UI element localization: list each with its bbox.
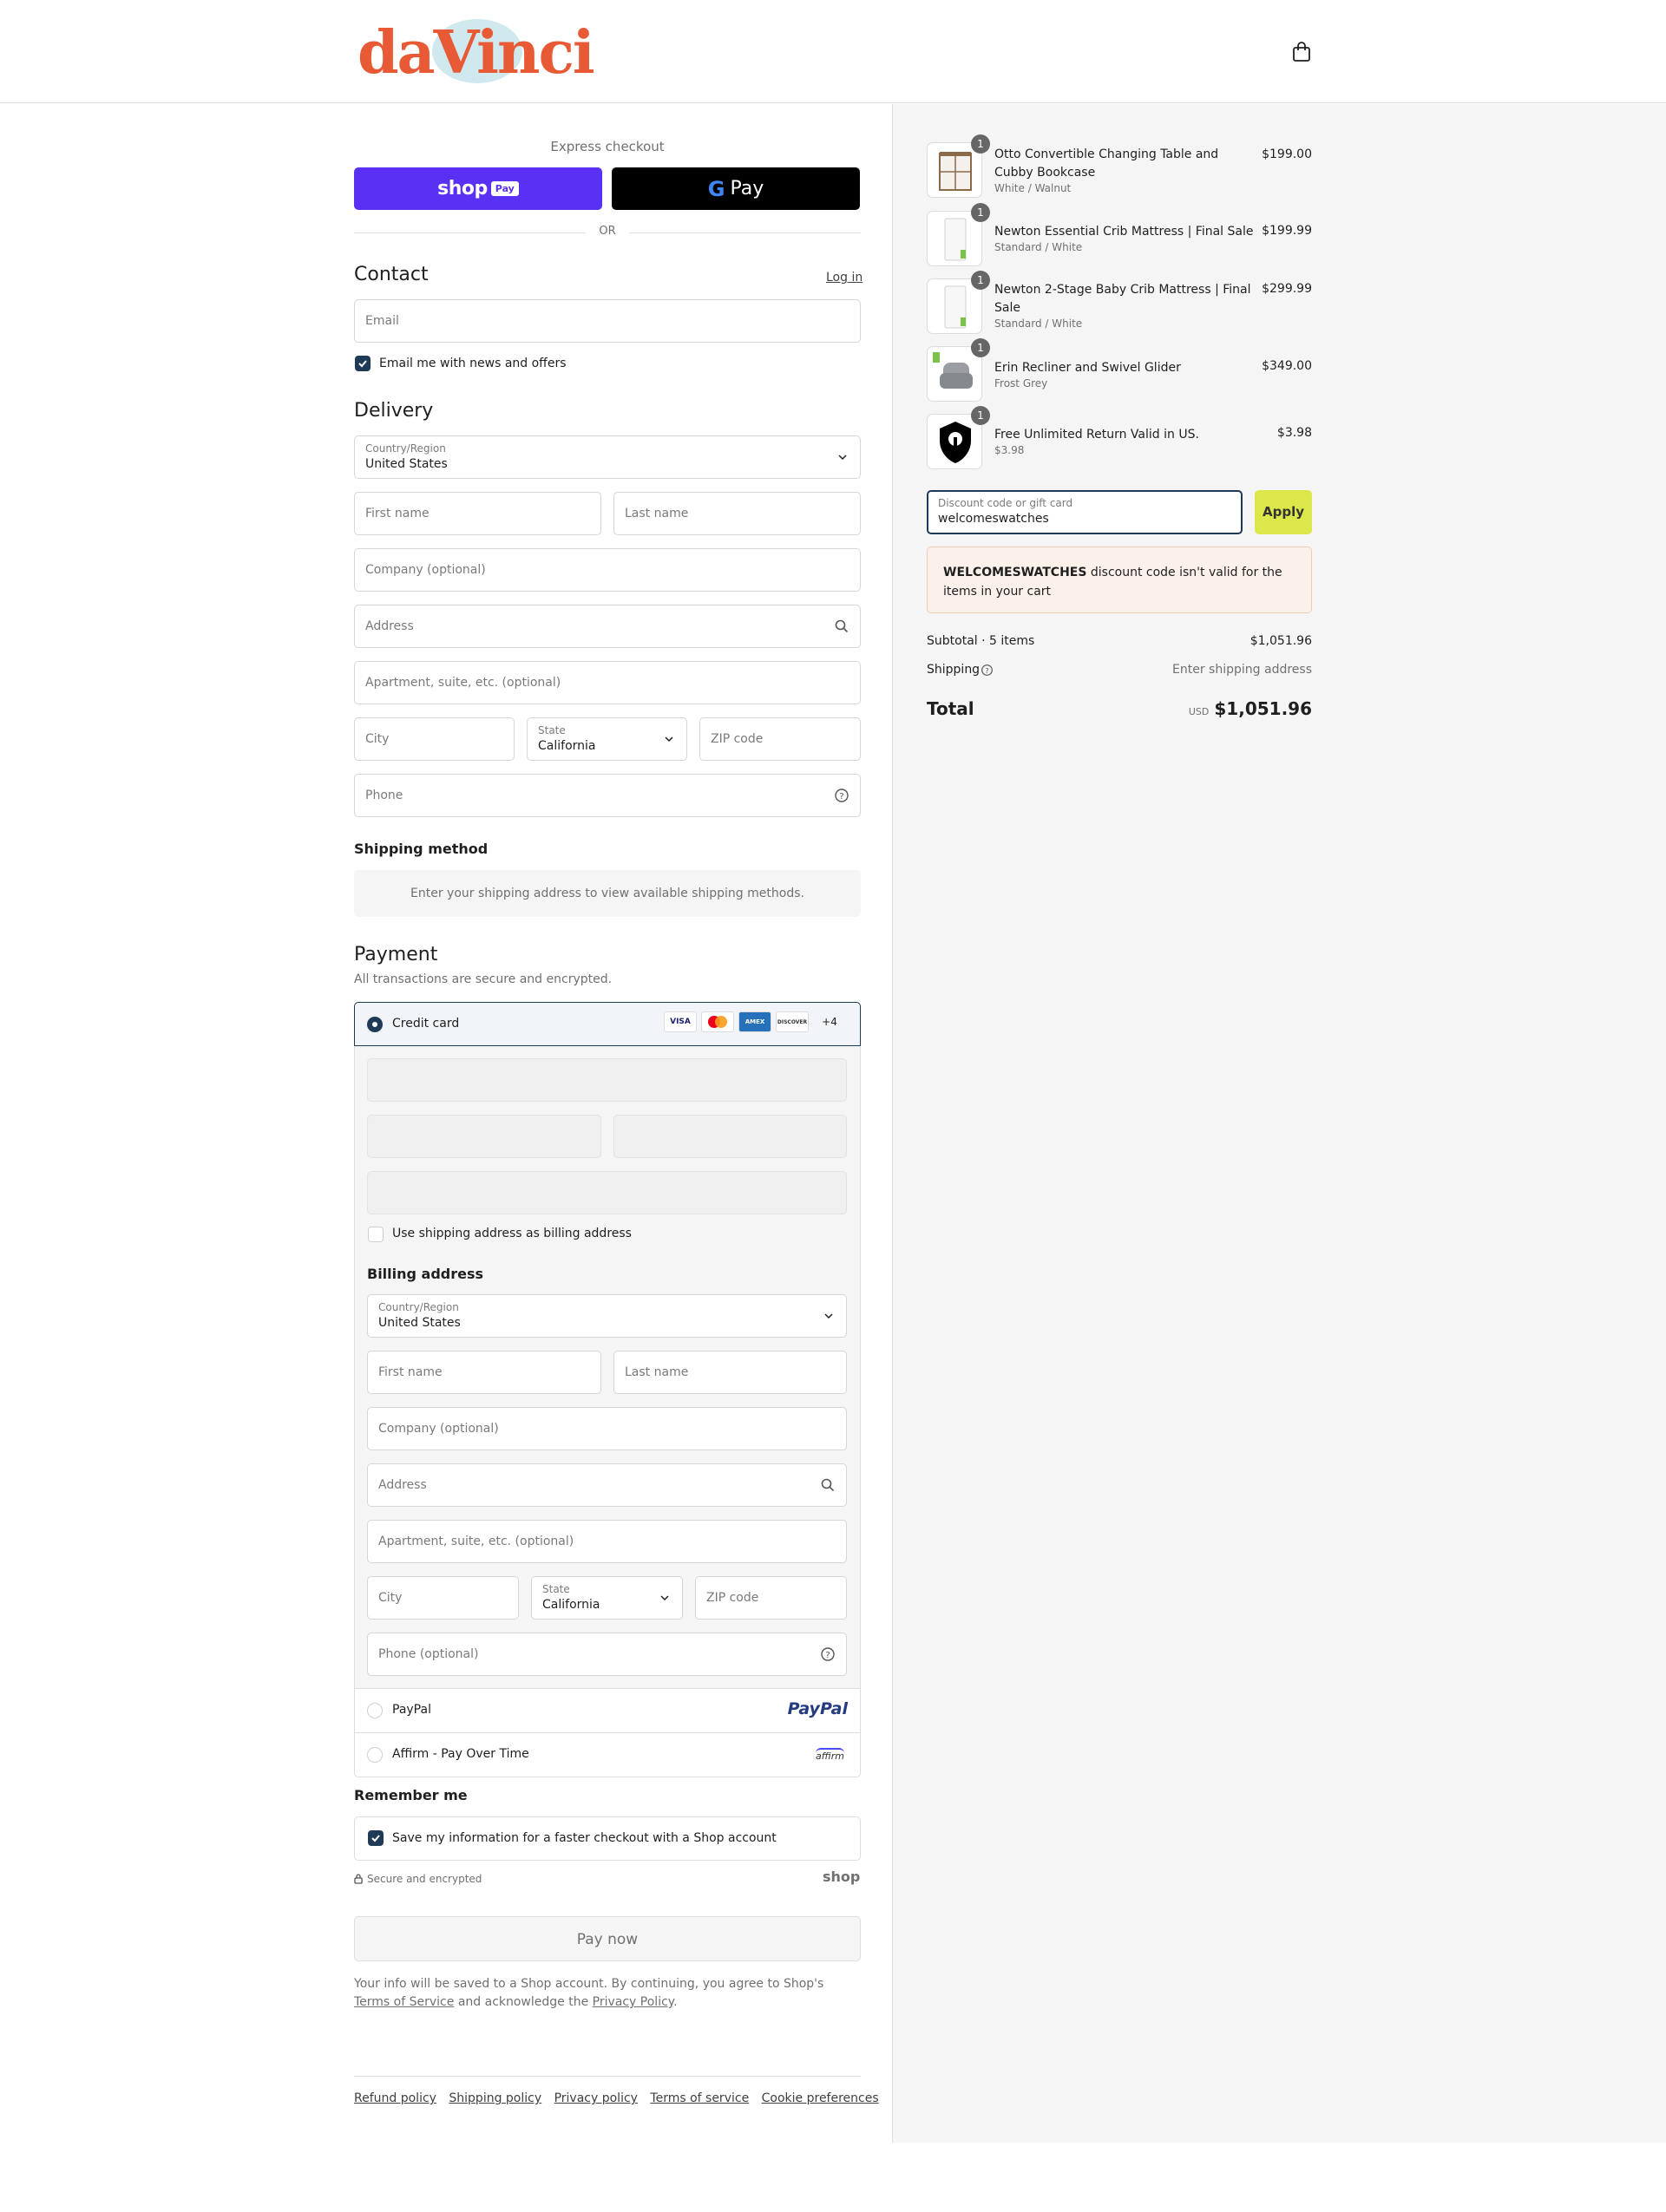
more-cards-badge: +4 <box>822 1016 837 1028</box>
state-value: California <box>538 739 596 753</box>
shipping-label: Shipping <box>927 663 981 677</box>
footer-privacy-policy[interactable]: Privacy policy <box>554 2091 638 2105</box>
item-variant: White / Walnut <box>994 182 1072 194</box>
quantity-badge: 1 <box>971 406 990 425</box>
product-thumbnail <box>927 138 984 198</box>
google-pay-button[interactable] <box>612 167 860 210</box>
save-info-label: Save my information for a faster checkout with a Shop account <box>392 1831 777 1845</box>
billing-country-select[interactable] <box>367 1294 847 1338</box>
shipping-method-title: Shipping method <box>354 841 489 857</box>
billing-state-select[interactable] <box>531 1576 683 1620</box>
shop-pay-button[interactable] <box>354 167 602 210</box>
currency-code: USD <box>1188 706 1210 717</box>
disclaimer-text: . <box>673 1995 678 2009</box>
check-icon <box>371 1833 381 1843</box>
billing-first-name-placeholder: First name <box>378 1365 443 1379</box>
country-select[interactable] <box>354 435 861 479</box>
news-checkbox[interactable] <box>355 356 371 371</box>
chevron-down-icon <box>823 1311 834 1321</box>
billing-company-field[interactable] <box>367 1407 847 1450</box>
visa-icon: VISA <box>664 1011 697 1032</box>
privacy-link[interactable]: Privacy Policy <box>592 1995 674 2009</box>
delivery-title: Delivery <box>354 400 434 422</box>
footer-divider <box>354 2076 861 2077</box>
product-thumbnail <box>927 342 984 402</box>
billing-apartment-placeholder: Apartment, suite, etc. (optional) <box>378 1535 574 1548</box>
svg-text:?: ? <box>839 792 844 802</box>
billing-city-field[interactable] <box>367 1576 519 1620</box>
item-price: $349.00 <box>1262 359 1312 373</box>
paypal-option[interactable] <box>355 1689 860 1732</box>
phone-placeholder: Phone <box>365 789 403 802</box>
pay-now-button[interactable]: Pay now <box>354 1916 861 1961</box>
billing-zip-placeholder: ZIP code <box>706 1591 759 1605</box>
google-pay-word: Pay <box>730 178 764 200</box>
email-field[interactable] <box>354 299 861 343</box>
zip-placeholder: ZIP code <box>711 732 764 746</box>
logo-text: daVinci <box>357 18 594 88</box>
company-field[interactable] <box>354 548 861 592</box>
discount-code-field[interactable] <box>927 490 1243 534</box>
state-label: State <box>538 724 566 736</box>
apply-button[interactable]: Apply <box>1255 490 1312 534</box>
svg-text:?: ? <box>825 1651 830 1660</box>
affirm-option[interactable] <box>355 1733 860 1777</box>
first-name-placeholder: First name <box>365 507 430 520</box>
news-label: Email me with news and offers <box>379 357 567 370</box>
item-name: Newton 2-Stage Baby Crib Mattress | Final Sale <box>994 283 1251 315</box>
footer-cookie-preferences[interactable]: Cookie preferences <box>761 2091 879 2105</box>
or-text: OR <box>586 225 629 238</box>
affirm-logo-icon: affirm <box>816 1748 844 1762</box>
disclaimer <box>354 1975 861 2012</box>
credit-card-radio[interactable] <box>367 1017 383 1032</box>
affirm-radio[interactable] <box>367 1747 383 1763</box>
error-code: WELCOMESWATCHES <box>943 566 1087 579</box>
apartment-field[interactable] <box>354 661 861 704</box>
login-link[interactable]: Log in <box>826 271 863 285</box>
item-variant: Standard / White <box>994 241 1083 253</box>
billing-apartment-field[interactable] <box>367 1520 847 1563</box>
subtotal-label: Subtotal · 5 items <box>927 634 1035 648</box>
credit-card-label: Credit card <box>392 1017 460 1031</box>
item-name: Erin Recliner and Swivel Glider <box>994 361 1181 375</box>
email-placeholder: Email <box>365 314 399 328</box>
security-code-frame[interactable] <box>613 1115 847 1158</box>
payment-subtitle: All transactions are secure and encrypted. <box>354 972 613 986</box>
footer-shipping-policy[interactable]: Shipping policy <box>449 2091 542 2105</box>
disclaimer-text: Your info will be saved to a Shop account. By continuing, you agree to Shop's <box>354 1977 824 1991</box>
billing-address-title: Billing address <box>367 1266 484 1282</box>
billing-address-field[interactable] <box>367 1463 847 1507</box>
product-thumbnail <box>927 409 984 469</box>
error-text: discount code isn't valid for the items in your cart <box>943 566 1282 599</box>
last-name-field[interactable] <box>613 492 861 535</box>
svg-text:?: ? <box>985 665 989 675</box>
contact-title: Contact <box>354 264 429 285</box>
item-name: Newton Essential Crib Mattress | Final Sale <box>994 225 1254 239</box>
subtotal-value: $1,051.96 <box>1250 634 1312 648</box>
chevron-down-icon <box>664 734 674 744</box>
city-field[interactable] <box>354 717 515 761</box>
city-placeholder: City <box>365 732 390 746</box>
check-icon <box>357 358 368 369</box>
quantity-badge: 1 <box>971 338 990 357</box>
state-select[interactable] <box>527 717 687 761</box>
header <box>0 0 1666 103</box>
express-checkout-label: Express checkout <box>550 139 665 154</box>
footer-refund-policy[interactable]: Refund policy <box>354 2091 436 2105</box>
product-thumbnail <box>927 206 984 266</box>
item-variant: Standard / White <box>994 317 1083 330</box>
item-variant: Frost Grey <box>994 377 1048 389</box>
phone-field[interactable] <box>354 774 861 817</box>
help-icon[interactable] <box>834 788 849 803</box>
item-name: Free Unlimited Return Valid in US. <box>994 428 1199 442</box>
item-price: $3.98 <box>1276 426 1312 440</box>
item-price: $299.99 <box>1262 282 1312 296</box>
brand-logo[interactable] <box>356 16 594 90</box>
country-value: United States <box>365 457 448 471</box>
help-icon[interactable] <box>820 1646 836 1662</box>
search-icon <box>820 1477 836 1493</box>
paypal-logo-icon: PayPal <box>787 1699 848 1718</box>
card-number-frame[interactable] <box>367 1058 847 1102</box>
mastercard-icon <box>701 1011 734 1032</box>
discount-error <box>927 546 1312 613</box>
billing-last-name-field[interactable] <box>613 1351 847 1394</box>
discount-label: Discount code or gift card <box>938 497 1073 509</box>
shipping-method-notice: Enter your shipping address to view available shipping methods. <box>354 870 861 917</box>
item-price: $199.99 <box>1262 224 1312 238</box>
use-shipping-checkbox[interactable] <box>368 1227 384 1242</box>
country-label: Country/Region <box>365 442 446 455</box>
lock-icon <box>354 1874 363 1884</box>
apartment-placeholder: Apartment, suite, etc. (optional) <box>365 676 561 690</box>
chevron-down-icon <box>837 452 848 462</box>
item-price: $199.00 <box>1262 147 1312 161</box>
first-name-field[interactable] <box>354 492 601 535</box>
last-name-placeholder: Last name <box>625 507 689 520</box>
chevron-down-icon <box>659 1593 670 1603</box>
billing-address-placeholder: Address <box>378 1478 427 1492</box>
use-shipping-label: Use shipping address as billing address <box>392 1227 632 1240</box>
billing-country-label: Country/Region <box>378 1301 459 1313</box>
order-summary-panel <box>892 104 1666 2143</box>
discover-icon: DISCOVER <box>776 1011 809 1032</box>
billing-country-value: United States <box>378 1316 461 1330</box>
search-icon <box>834 618 849 634</box>
billing-state-value: California <box>542 1598 600 1612</box>
quantity-badge: 1 <box>971 203 990 222</box>
footer-terms-of-service[interactable]: Terms of service <box>650 2091 750 2105</box>
billing-city-placeholder: City <box>378 1591 403 1605</box>
billing-state-label: State <box>542 1583 570 1595</box>
billing-phone-placeholder: Phone (optional) <box>378 1647 479 1661</box>
help-icon[interactable] <box>981 664 994 677</box>
google-g-icon: G <box>707 176 725 201</box>
zip-field[interactable] <box>699 717 861 761</box>
shipping-value: Enter shipping address <box>1172 663 1312 677</box>
payment-title: Payment <box>354 944 438 965</box>
secure-text: Secure and encrypted <box>367 1873 482 1885</box>
save-info-checkbox[interactable] <box>368 1830 384 1846</box>
footer-links <box>354 2091 888 2105</box>
shop-pay-badge: Pay <box>491 181 519 196</box>
billing-zip-field[interactable] <box>695 1576 847 1620</box>
quantity-badge: 1 <box>971 134 990 154</box>
amex-icon: AMEX <box>738 1011 771 1032</box>
item-name: Otto Convertible Changing Table and Cubby Bookcase <box>994 147 1219 180</box>
shopping-bag-icon[interactable] <box>1292 42 1311 62</box>
shop-pay-wordmark: shop <box>437 178 488 200</box>
paypal-label: PayPal <box>392 1703 431 1717</box>
remember-me-title: Remember me <box>354 1787 468 1803</box>
total-amount: $1,051.96 <box>1214 698 1312 719</box>
billing-phone-field[interactable] <box>367 1633 847 1676</box>
expiration-frame[interactable] <box>367 1115 601 1158</box>
paypal-radio[interactable] <box>367 1703 383 1718</box>
total-value <box>1189 698 1312 719</box>
billing-company-placeholder: Company (optional) <box>378 1422 499 1436</box>
company-placeholder: Company (optional) <box>365 563 486 577</box>
billing-last-name-placeholder: Last name <box>625 1365 689 1379</box>
terms-link[interactable]: Terms of Service <box>354 1995 455 2009</box>
billing-first-name-field[interactable] <box>367 1351 601 1394</box>
affirm-label: Affirm - Pay Over Time <box>392 1747 529 1761</box>
address-placeholder: Address <box>365 619 414 633</box>
disclaimer-text: and acknowledge the <box>454 1995 593 2009</box>
quantity-badge: 1 <box>971 271 990 290</box>
item-variant: $3.98 <box>994 444 1025 456</box>
total-label: Total <box>927 698 974 719</box>
address-field[interactable] <box>354 605 861 648</box>
discount-value: welcomeswatches <box>938 512 1049 526</box>
name-on-card-frame[interactable] <box>367 1171 847 1214</box>
product-thumbnail <box>927 274 984 334</box>
shop-logo-icon: shop <box>823 1868 861 1885</box>
